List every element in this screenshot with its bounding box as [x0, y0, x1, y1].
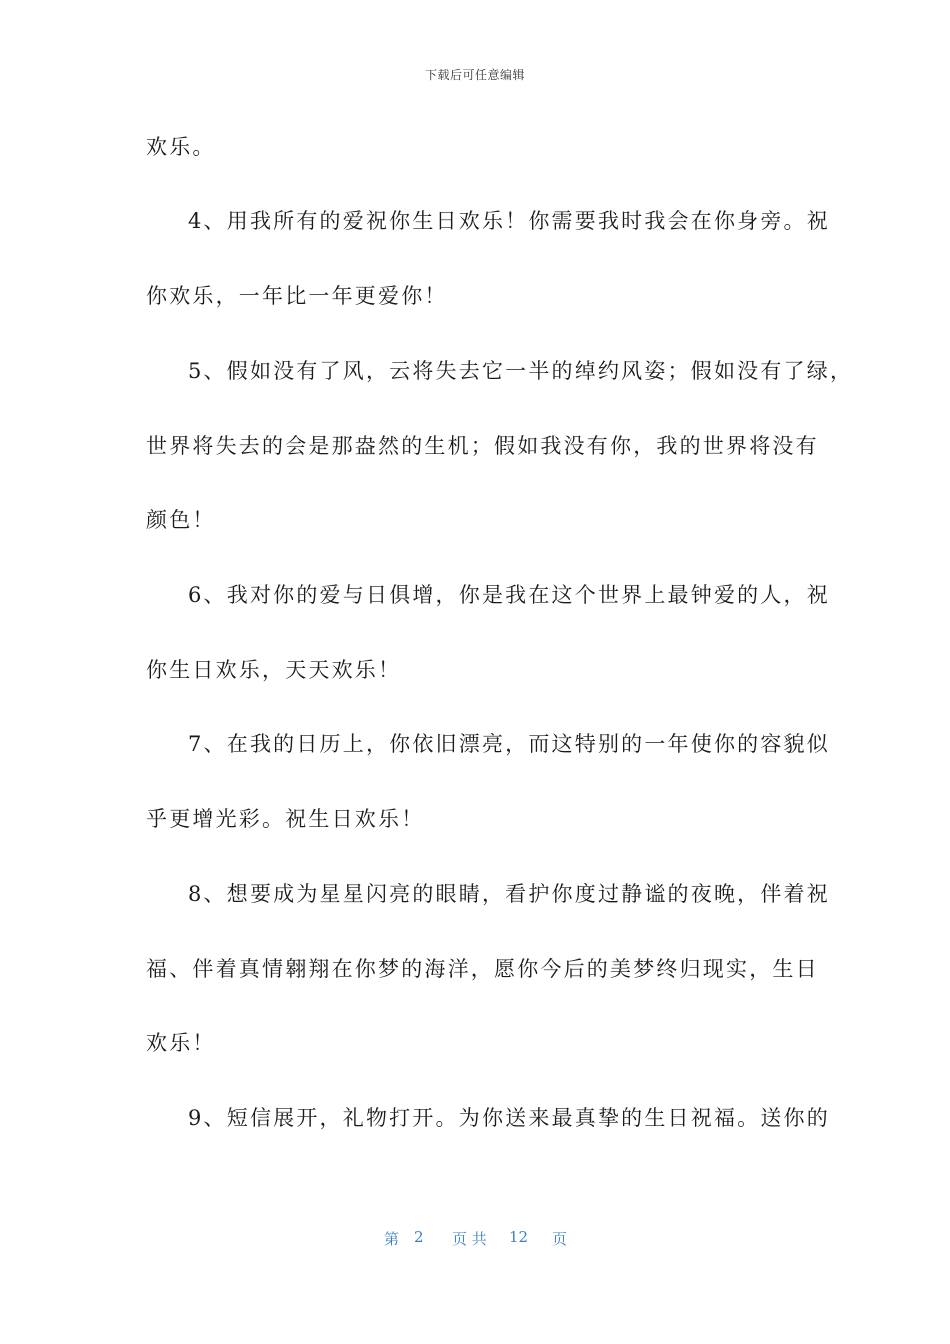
footer-ye-gong: 页 共 — [452, 1230, 487, 1248]
paragraph-line: 世界将失去的会是那盎然的生机；假如我没有你，我的世界将没有 — [146, 434, 819, 458]
footer-page-number: 2 — [414, 1228, 424, 1246]
paragraph-line: 欢乐！ — [146, 1031, 216, 1055]
paragraph-line: 7、在我的日历上，你依旧漂亮，而这特别的一年使你的容貌似 — [188, 732, 830, 756]
page-footer — [0, 1228, 950, 1252]
footer-ye: 页 — [552, 1230, 568, 1248]
page-header: 下载后可任意编辑 — [424, 68, 525, 82]
paragraph-line: 欢乐。 — [146, 135, 216, 159]
paragraph-line: 颜色！ — [146, 508, 216, 532]
paragraph-line: 福、伴着真情翱翔在你梦的海洋，愿你今后的美梦终归现实，生日 — [146, 957, 819, 981]
paragraph-line: 乎更增光彩。祝生日欢乐！ — [146, 807, 425, 831]
paragraph-line: 你生日欢乐，天天欢乐！ — [146, 658, 402, 682]
paragraph-line: 6、我对你的爱与日俱增，你是我在这个世界上最钟爱的人，祝 — [188, 583, 830, 607]
paragraph-line: 8、想要成为星星闪亮的眼睛，看护你度过静谧的夜晚，伴着祝 — [188, 882, 830, 906]
footer-total-pages: 12 — [509, 1228, 529, 1246]
paragraph-line: 5、假如没有了风，云将失去它一半的绰约风姿；假如没有了绿， — [188, 359, 854, 383]
paragraph-line: 4、用我所有的爱祝你生日欢乐！你需要我时我会在你身旁。祝 — [188, 209, 830, 233]
paragraph-line: 你欢乐，一年比一年更爱你！ — [146, 284, 448, 308]
paragraph-line: 9、短信展开，礼物打开。为你送来最真挚的生日祝福。送你的 — [188, 1106, 830, 1130]
footer-di: 第 — [384, 1230, 400, 1248]
